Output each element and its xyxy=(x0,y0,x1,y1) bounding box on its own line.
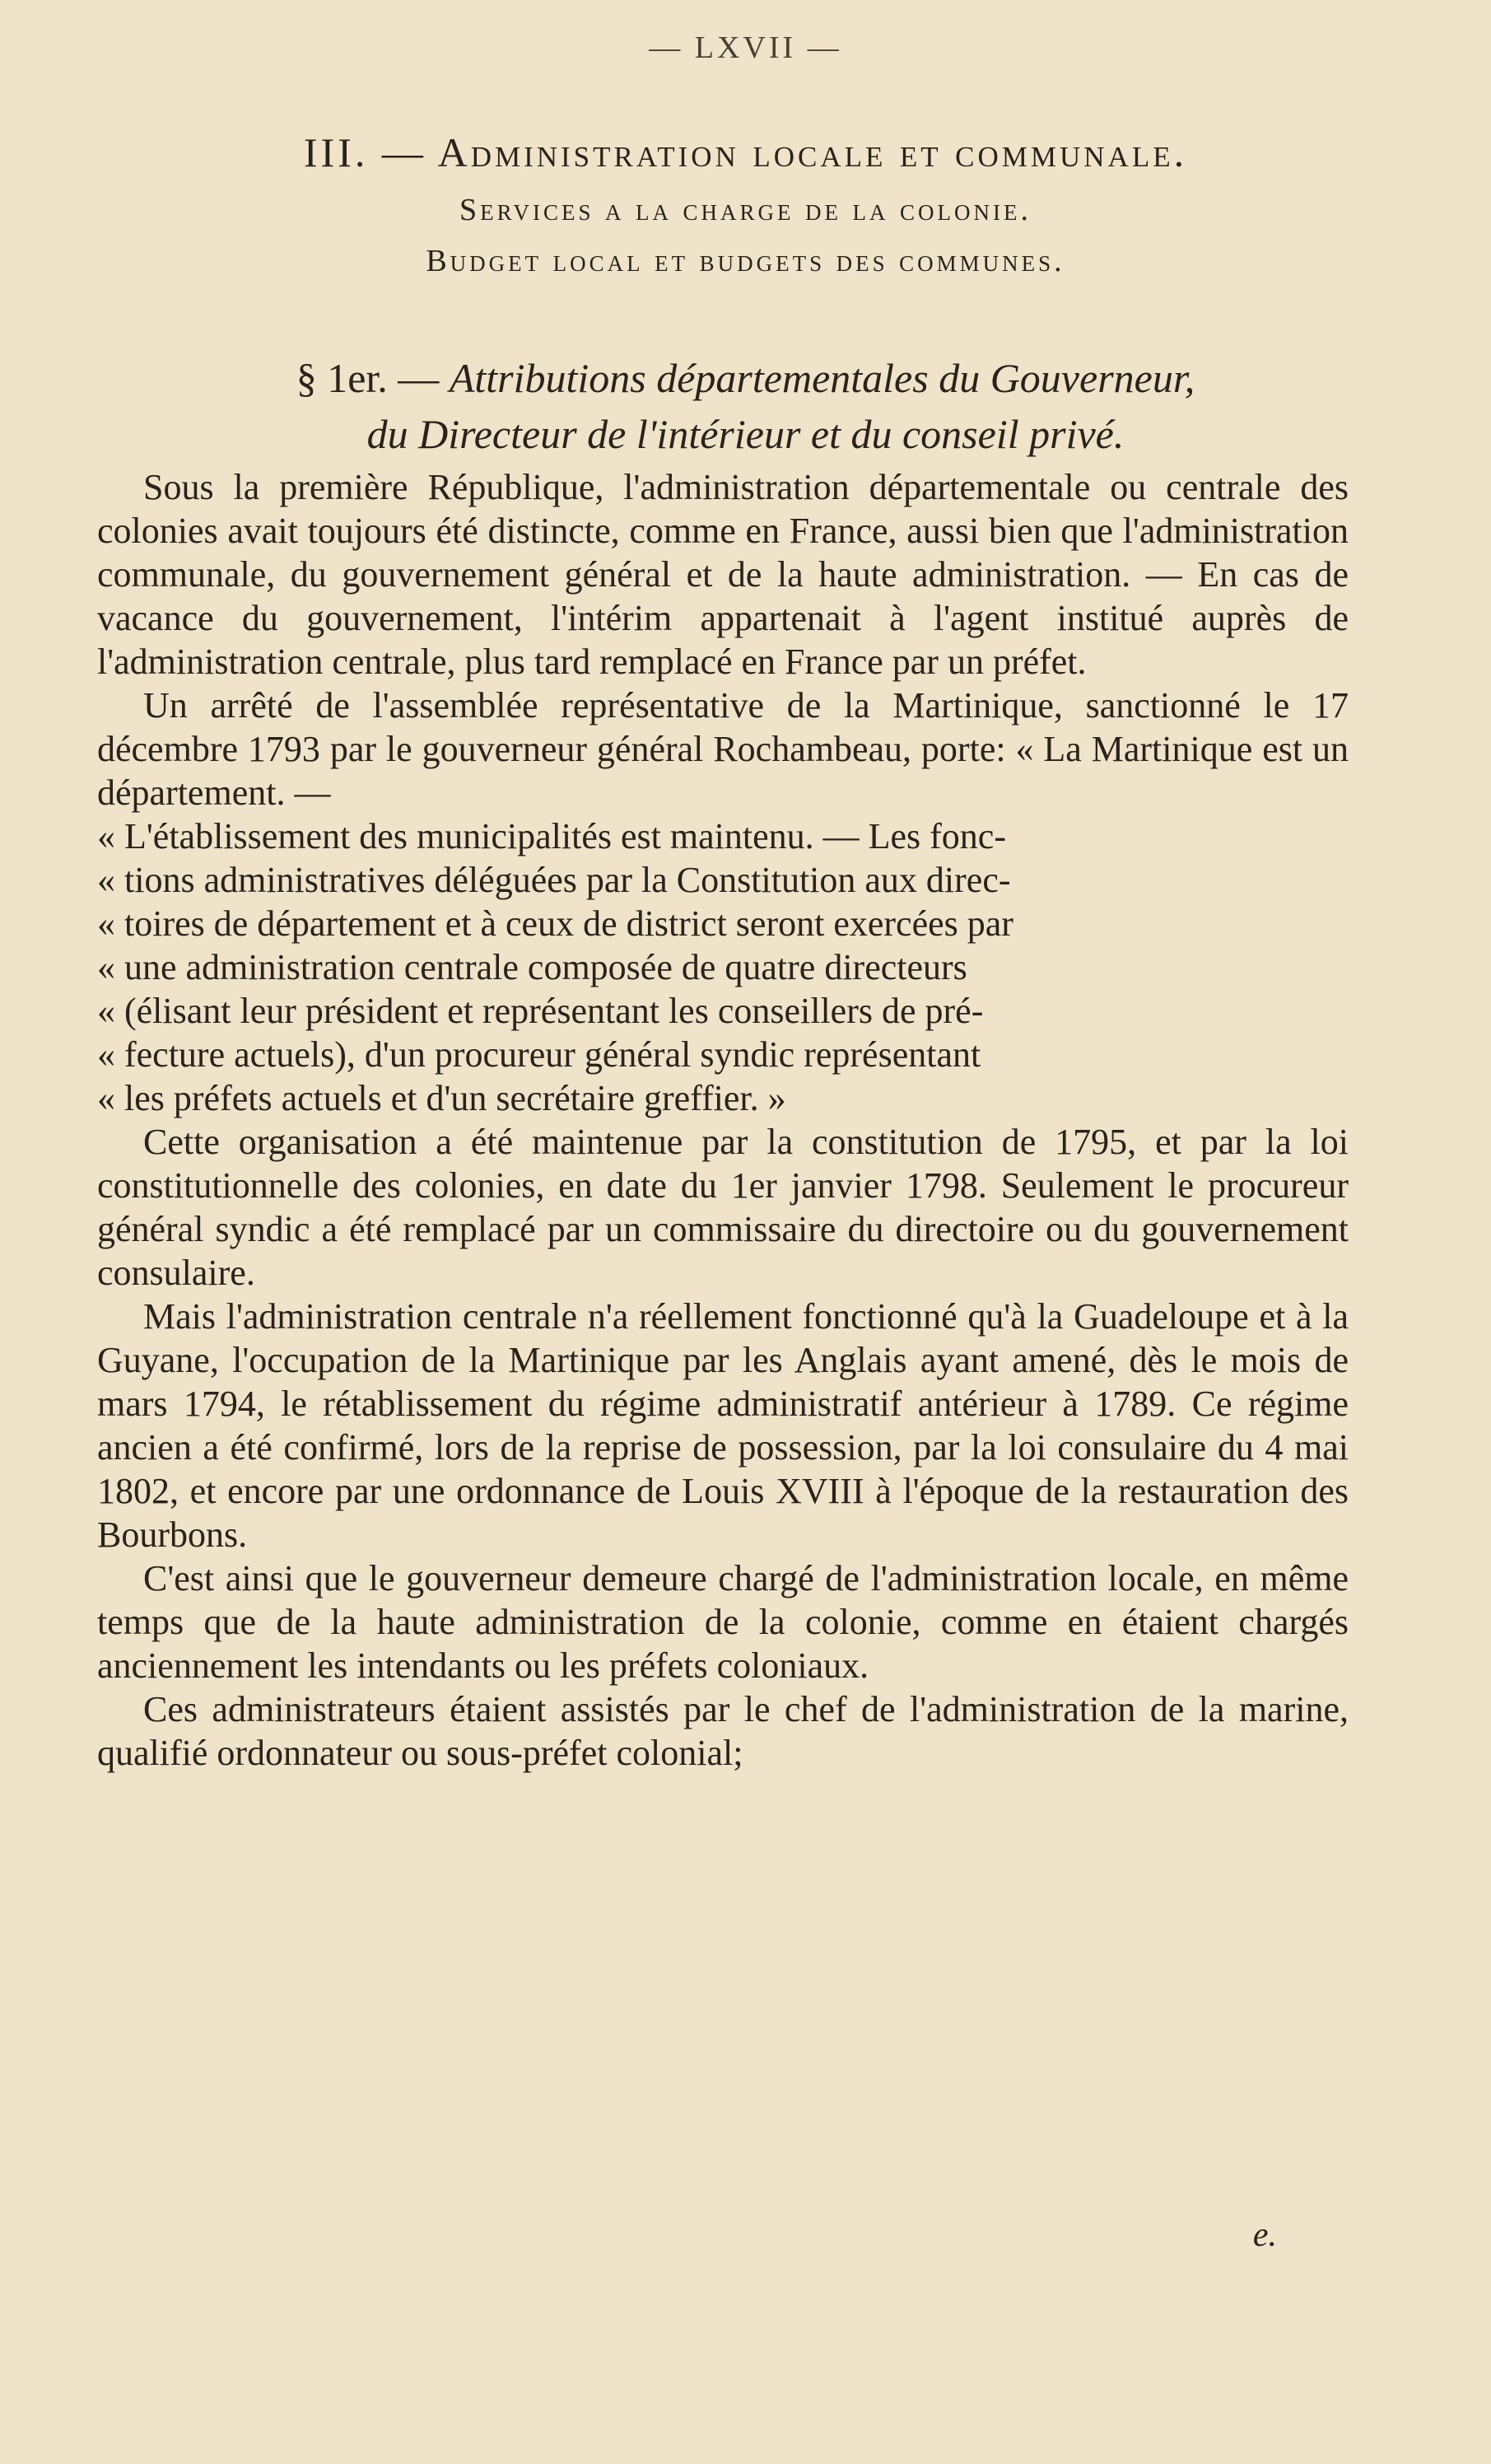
running-head: — LXVII — xyxy=(649,30,842,65)
paragraph: C'est ainsi que le gouverneur demeure chargé de l'administration locale, en même temps que de la haute administration de la colonie, comme en étaient chargés anciennement les intendants ou les préfets coloniaux. xyxy=(97,1558,1349,1686)
signature-mark: e. xyxy=(1252,2216,1277,2254)
paragraph: Un arrêté de l'assemblée représentative de la Martinique, sanctionné le 17 décembre 1793 par le gouverneur général Rochambeau, porte: « La Martinique est un département. — xyxy=(97,685,1349,813)
heading-line-3: Budget local et budgets des communes. xyxy=(426,244,1065,278)
body-text xyxy=(97,465,1349,1775)
quote-line: « toires de département et à ceux de district seront exercées par xyxy=(97,903,1013,944)
section-title xyxy=(0,350,1491,462)
quoted-decree xyxy=(97,814,1349,1120)
quote-line: « fecture actuels), d'un procureur général syndic représentant xyxy=(97,1034,981,1075)
paragraph: Sous la première République, l'administration départementale ou centrale des colonies avait toujours été distincte, comme en France, aussi bien que l'administration communale, du gouvernement général et de la haute administration. — En cas de vacance du gouvernement, l'intérim appartenait à l'agent institué auprès de l'administration centrale, plus tard remplacé en France par un préfet. xyxy=(97,467,1349,682)
section-title-line-1: Attributions départementales du Gouverneur, xyxy=(449,355,1195,401)
paragraph: Mais l'administration centrale n'a réellement fonctionné qu'à la Guadeloupe et à la Guyane, l'occupation de la Martinique par les Anglais ayant amené, dès le mois de mars 1794, le rétablissement du régime administratif antérieur à 1789. Ce régime ancien a été confirmé, lors de la reprise de possession, par la loi consulaire du 4 mai 1802, et encore par une ordonnance de Louis XVIII à l'époque de la restauration des Bourbons. xyxy=(97,1296,1349,1555)
quote-line: « L'établissement des municipalités est maintenu. — Les fonc- xyxy=(97,816,1006,856)
section-title-line-2: du Directeur de l'intérieur et du conseil privé. xyxy=(366,411,1125,457)
paragraph: Cette organisation a été maintenue par la constitution de 1795, et par la loi constitutionnelle des colonies, en date du 1er janvier 1798. Seulement le procureur général syndic a été remplacé par un commissaire du directoire ou du gouvernement consulaire. xyxy=(97,1122,1349,1293)
quote-line: « tions administratives déléguées par la Constitution aux direc- xyxy=(97,860,1011,900)
section-number: § 1er. — xyxy=(296,355,440,401)
paragraph: Ces administrateurs étaient assistés par le chef de l'administration de la marine, qualifié ordonnateur ou sous-préfet colonial; xyxy=(97,1689,1349,1773)
heading-line-2: Services a la charge de la colonie. xyxy=(459,193,1032,227)
quote-line: « une administration centrale composée de quatre directeurs xyxy=(97,947,967,987)
quote-line: « (élisant leur président et représentant les conseillers de pré- xyxy=(97,991,984,1031)
chapter-heading xyxy=(0,129,1491,278)
quote-line: « les préfets actuels et d'un secrétaire greffier. » xyxy=(97,1078,786,1118)
heading-line-1: III. — Administration locale et communale. xyxy=(303,129,1188,175)
